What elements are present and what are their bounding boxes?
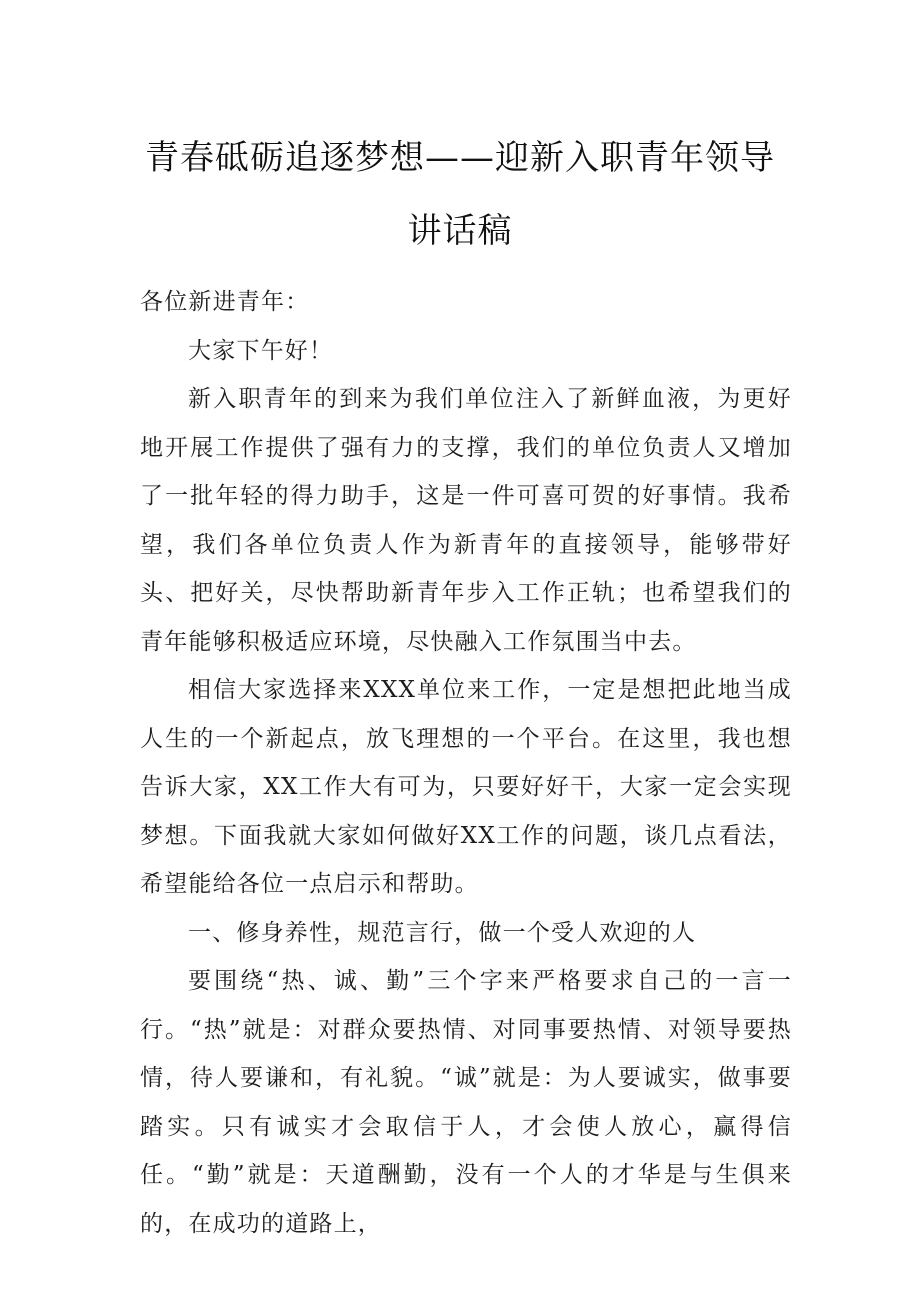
document-title-line-2: 讲话稿 <box>407 211 513 251</box>
section-heading-1: 一、修身养性，规范言行，做一个受人欢迎的人 <box>188 919 697 946</box>
paragraph-welcome: 新入职青年的到来为我们单位注入了新鲜血液，为更好地开展工作提供了强有力的支撑，我们的单位负责人又增加了一批年轻的得力助手，这是一件可喜可贺的好事情。我希望，我们各单位负责人作为新青年的直接领导，能够带好头、把好关，尽快帮助新青年步入工作正轨；也希望我们的青年能够积极适应环境，尽快融入工作氛围当中去。 <box>140 386 792 655</box>
paragraph-section-1: 要围绕“热、诚、勤”三个字来严格要求自己的一言一行。“热”就是：对群众要热情、对同事要热情、对领导要热情，待人要谦和，有礼貌。“诚”就是：为人要诚实，做事要踏实。只有诚实才会取信于人，才会使人放心，赢得信任。“勤”就是：天道酬勤，没有一个人的才华是与生俱来的，在成功的道路上， <box>140 968 792 1237</box>
salutation: 各位新进青年： <box>140 289 310 315</box>
document-title-line-1: 青春砥砺追逐梦想——迎新入职青年领导 <box>145 138 775 178</box>
document-body <box>140 278 792 1248</box>
paragraph-expectation: 相信大家选择来XXX单位来工作，一定是想把此地当成人生的一个新起点，放飞理想的一个平台。在这里，我也想告诉大家，XX工作大有可为，只要好好干，大家一定会实现梦想。下面我就大家如何做好XX工作的问题，谈几点看法，希望能给各位一点启示和帮助。 <box>140 677 792 897</box>
paragraph-greeting: 大家下午好！ <box>188 337 334 364</box>
